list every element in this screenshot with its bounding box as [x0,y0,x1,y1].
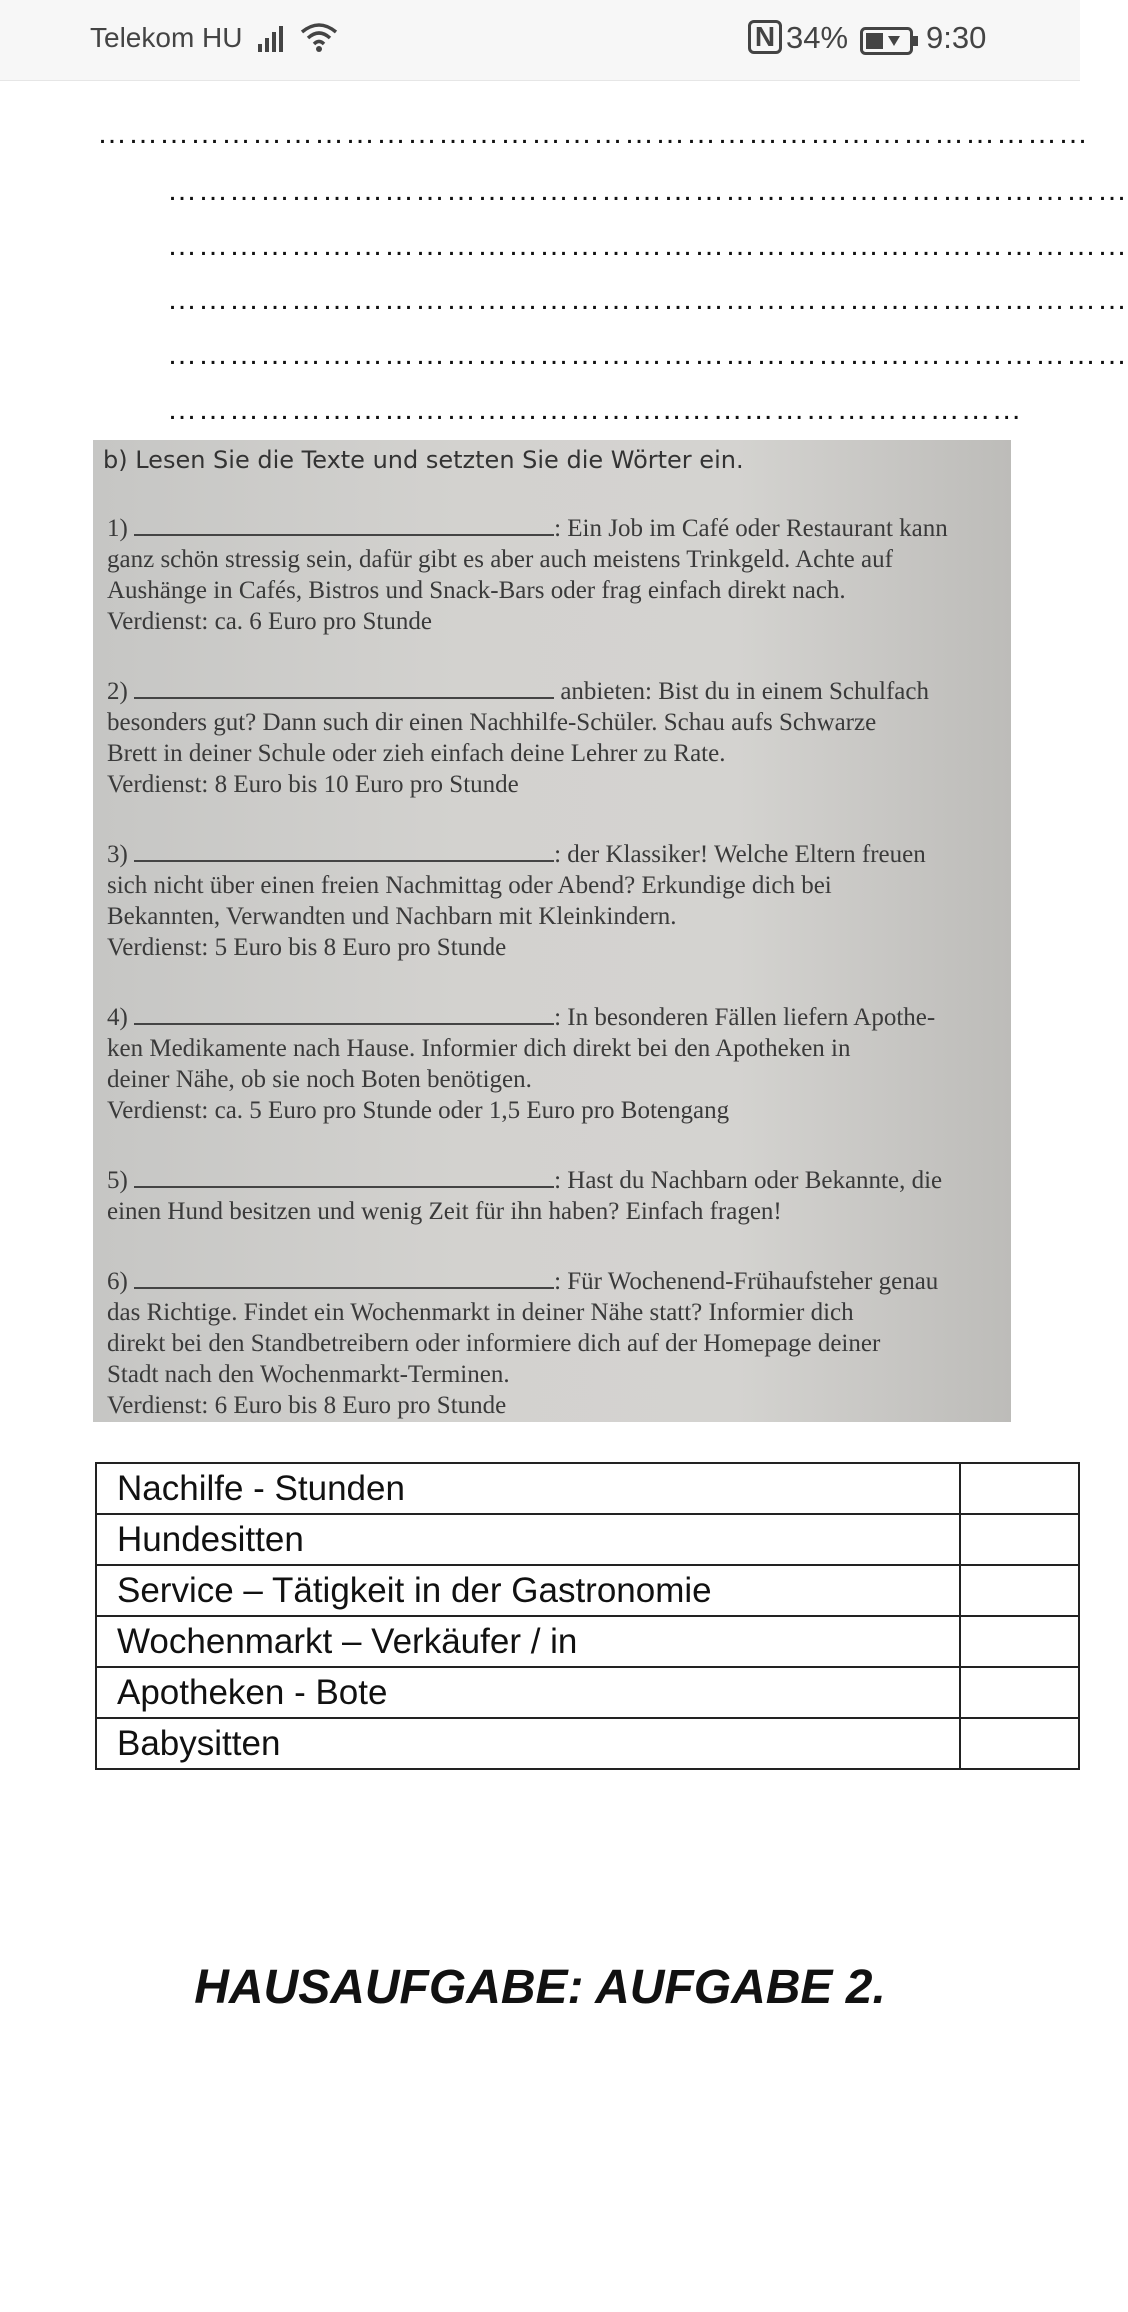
answer-line: …………………………………………………………………………………… [97,117,1089,150]
item-line: Bekannten, Verwandten und Nachbarn mit Kleinkindern. [107,903,677,930]
item-line: Verdienst: 5 Euro bis 8 Euro pro Stunde [107,934,507,961]
answer-line: ………………………………………………………………………………… [167,338,1128,371]
item-line: anbieten: Bist du in einem Schulfach [554,678,929,705]
item-number: 2) [107,678,128,705]
item-line: Stadt nach den Wochenmarkt-Terminen. [107,1361,510,1388]
exercise-text [107,512,1067,1459]
carrier-label: Telekom HU [90,22,243,53]
table-cell-empty [960,1514,1079,1565]
table-row [96,1514,1079,1565]
homework-title: HAUSAUFGABE: AUFGABE 2. [194,1961,886,2014]
fill-blank [134,1265,554,1289]
answer-line: ………………………………………………………………………………… [167,174,1128,207]
table-cell-term: Nachilfe - Stunden [96,1463,960,1514]
item-line: sich nicht über einen freien Nachmittag oder Abend? Erkundige dich bei [107,872,832,899]
table-cell-empty [960,1718,1079,1769]
battery-percent: 34% [786,20,849,55]
exercise-item-6 [107,1265,1067,1421]
fill-blank [134,838,554,862]
table-row [96,1565,1079,1616]
answer-line: ………………………………………………………………………………… [167,283,1128,316]
item-number: 4) [107,1004,128,1031]
item-line: einen Hund besitzen und wenig Zeit für ihn haben? Einfach fragen! [107,1198,782,1225]
table-cell-term: Wochenmarkt – Verkäufer / in [96,1616,960,1667]
item-line: : In besonderen Fällen liefern Apothe- [554,1004,936,1031]
item-line: ken Medikamente nach Hause. Informier dich direkt bei den Apotheken in [107,1035,851,1062]
item-line: besonders gut? Dann such dir einen Nachhilfe-Schüler. Schau aufs Schwarze [107,709,877,736]
table-cell-term: Babysitten [96,1718,960,1769]
table-row [96,1667,1079,1718]
item-line: Verdienst: ca. 5 Euro pro Stunde oder 1,5 Euro pro Botengang [107,1097,730,1124]
item-line: Verdienst: 6 Euro bis 8 Euro pro Stunde [107,1392,507,1419]
item-line: ganz schön stressig sein, dafür gibt es aber auch meistens Trinkgeld. Achte auf [107,546,893,573]
fill-blank [134,512,554,536]
item-line: Brett in deiner Schule oder zieh einfach deine Lehrer zu Rate. [107,740,726,767]
item-number: 6) [107,1268,128,1295]
status-bar [0,0,1080,81]
exercise-item-3 [107,838,1067,963]
signal-icon [258,22,290,57]
item-line: Aushänge in Cafés, Bistros und Snack-Bars oder frag einfach direkt nach. [107,577,846,604]
fill-blank [134,1164,554,1188]
clock: 9:30 [926,20,987,55]
table-cell-empty [960,1463,1079,1514]
answer-line: …………………………………………..…………………………… [167,393,1023,426]
table-cell-term: Hundesitten [96,1514,960,1565]
item-number: 5) [107,1167,128,1194]
table-cell-empty [960,1616,1079,1667]
item-number: 1) [107,515,128,542]
item-line: : Hast du Nachbarn oder Bekannte, die [554,1167,943,1194]
item-line: Verdienst: 8 Euro bis 10 Euro pro Stunde [107,771,519,798]
table-cell-term: Service – Tätigkeit in der Gastronomie [96,1565,960,1616]
exercise-item-2 [107,675,1067,800]
exercise-item-1 [107,512,1067,637]
answer-line: ………………………………………………………………………………… [167,229,1128,262]
wifi-icon [300,20,338,59]
item-line: : Für Wochenend-Frühaufsteher genau [554,1268,939,1295]
scanned-page-image [93,440,1011,1422]
battery-icon [860,27,920,60]
fill-blank [134,1001,554,1025]
table-cell-term: Apotheken - Bote [96,1667,960,1718]
item-line: Verdienst: ca. 6 Euro pro Stunde [107,608,432,635]
exercise-heading: b) Lesen Sie die Texte und setzten Sie die Wörter ein. [103,446,744,474]
item-line: : Ein Job im Café oder Restaurant kann [554,515,948,542]
item-line: deiner Nähe, ob sie noch Boten benötigen. [107,1066,532,1093]
nfc-icon: N [748,20,782,54]
item-line: das Richtige. Findet ein Wochenmarkt in deiner Nähe statt? Informier dich [107,1299,854,1326]
item-line: : der Klassiker! Welche Eltern freuen [554,841,926,868]
table-cell-empty [960,1565,1079,1616]
word-table [95,1462,1080,1770]
exercise-item-5 [107,1164,1067,1227]
table-row [96,1718,1079,1769]
exercise-item-4 [107,1001,1067,1126]
table-row [96,1616,1079,1667]
fill-blank [134,675,554,699]
item-number: 3) [107,841,128,868]
item-line: direkt bei den Standbetreibern oder informiere dich auf der Homepage deiner [107,1330,881,1357]
table-row [96,1463,1079,1514]
table-cell-empty [960,1667,1079,1718]
